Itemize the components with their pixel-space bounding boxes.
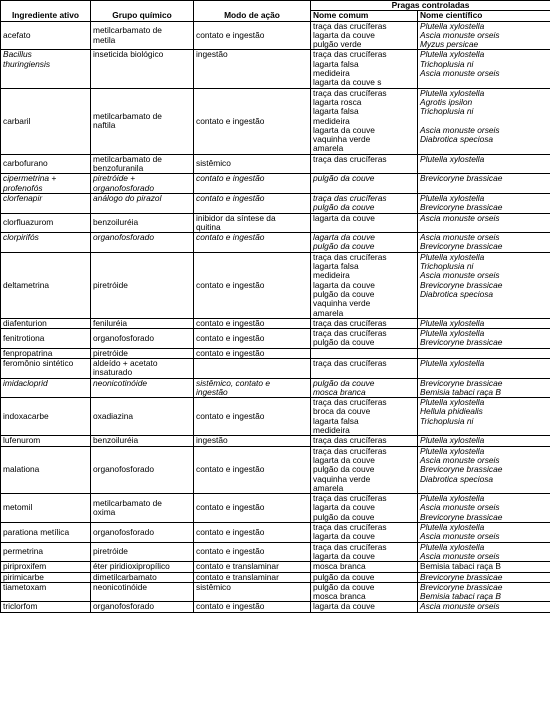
header-blank	[194, 1, 311, 11]
cell-ingredient: diafenturion	[1, 318, 91, 328]
header-mode: Modo de ação	[194, 11, 311, 21]
cell-group: feniluréia	[91, 318, 194, 328]
cell-ingredient: lufenurom	[1, 436, 91, 446]
cell-group: piretróide	[91, 542, 194, 562]
cell-group: organofosforado	[91, 523, 194, 543]
cell-scientific: Plutella xylostella	[418, 154, 550, 174]
table-row	[1, 318, 550, 328]
cell-mode: contato e ingestão	[194, 602, 311, 612]
cell-scientific: Plutella xylostella Ascia monuste orseis	[418, 523, 550, 543]
cell-common: mosca branca	[311, 562, 418, 572]
header-blank	[91, 1, 194, 11]
table-body	[1, 21, 550, 612]
cell-common	[311, 348, 418, 358]
cell-scientific: Ascia monuste orseis	[418, 602, 550, 612]
table-row	[1, 154, 550, 174]
cell-mode: contato e ingestão	[194, 542, 311, 562]
table-row	[1, 572, 550, 582]
cell-scientific: Plutella xylostella	[418, 318, 550, 328]
cell-mode: ingestão	[194, 436, 311, 446]
cell-scientific: Plutella xylostella Brevicoryne brassicae	[418, 193, 550, 213]
cell-scientific: Plutella xylostella Ascia monuste orseis Brevicoryne brassicae	[418, 494, 550, 523]
cell-ingredient: cipermetrina + profenofós	[1, 174, 91, 194]
table-row	[1, 378, 550, 398]
table-row	[1, 174, 550, 194]
cell-group: benzoiluréia	[91, 213, 194, 233]
cell-mode: contato e ingestão	[194, 494, 311, 523]
cell-common: traça das crucíferas	[311, 436, 418, 446]
cell-ingredient: imidacloprid	[1, 378, 91, 398]
cell-mode: sistêmico	[194, 582, 311, 602]
cell-scientific: Plutella xylostella Ascia monuste orseis Myzus persicae	[418, 21, 550, 50]
cell-common: traça das crucíferas broca da couve lagarta falsa medideira	[311, 398, 418, 436]
table-row	[1, 358, 550, 378]
cell-common: traça das crucíferas	[311, 154, 418, 174]
cell-mode: contato e ingestão	[194, 318, 311, 328]
cell-ingredient: clorfenapir	[1, 193, 91, 213]
table-row	[1, 602, 550, 612]
cell-mode	[194, 358, 311, 378]
cell-mode: ingestão	[194, 50, 311, 88]
table-row	[1, 213, 550, 233]
cell-scientific: Plutella xylostella Hellula phidiealis Trichoplusia ni	[418, 398, 550, 436]
cell-ingredient: malationa	[1, 446, 91, 493]
table-row	[1, 88, 550, 154]
cell-common: lagarta da couve pulgão da couve	[311, 233, 418, 253]
header-common: Nome comum	[311, 11, 418, 21]
cell-common: lagarta da couve	[311, 602, 418, 612]
cell-ingredient: metomil	[1, 494, 91, 523]
table-row	[1, 21, 550, 50]
cell-group: inseticida biológico	[91, 50, 194, 88]
cell-common: traça das crucíferas	[311, 318, 418, 328]
cell-ingredient: piriproxifem	[1, 562, 91, 572]
cell-scientific: Plutella xylostella Ascia monuste orseis	[418, 542, 550, 562]
table-row	[1, 446, 550, 493]
table-row	[1, 494, 550, 523]
cell-mode: contato e ingestão	[194, 348, 311, 358]
cell-scientific: Plutella xylostella	[418, 436, 550, 446]
cell-common: traça das crucíferas lagarta rosca lagarta falsa medideira lagarta da couve vaquinha verde amarela	[311, 88, 418, 154]
cell-mode: contato e translaminar	[194, 572, 311, 582]
cell-group: oxadiazina	[91, 398, 194, 436]
header-pests: Pragas controladas	[311, 1, 550, 11]
cell-scientific	[418, 348, 550, 358]
cell-mode: contato e ingestão	[194, 193, 311, 213]
cell-ingredient: permetrina	[1, 542, 91, 562]
cell-scientific: Brevicoryne brassicae	[418, 572, 550, 582]
cell-mode: contato e ingestão	[194, 174, 311, 194]
cell-group: análogo do pirazol	[91, 193, 194, 213]
cell-scientific: Ascia monuste orseis Brevicoryne brassicae	[418, 233, 550, 253]
cell-group: organofosforado	[91, 329, 194, 349]
cell-scientific: Plutella xylostella	[418, 358, 550, 378]
cell-group: metilcarbamato de naftila	[91, 88, 194, 154]
cell-scientific: Plutella xylostella Brevicoryne brassicae	[418, 329, 550, 349]
cell-group: neonicotinóide	[91, 378, 194, 398]
cell-group: dimetilcarbamato	[91, 572, 194, 582]
cell-ingredient: pirimicarbe	[1, 572, 91, 582]
cell-mode: contato e ingestão	[194, 329, 311, 349]
table-row	[1, 193, 550, 213]
cell-mode: contato e ingestão	[194, 88, 311, 154]
cell-scientific: Plutella xylostella Trichoplusia ni Ascia monuste orseis	[418, 50, 550, 88]
cell-group: organofosforado	[91, 233, 194, 253]
cell-group: aldeído + acetato insaturado	[91, 358, 194, 378]
cell-ingredient: Bacillus thuringiensis	[1, 50, 91, 88]
cell-ingredient: clorfluazurom	[1, 213, 91, 233]
cell-mode: contato e ingestão	[194, 523, 311, 543]
header-blank	[1, 1, 91, 11]
table-row	[1, 582, 550, 602]
table-header	[1, 1, 550, 22]
cell-common: traça das crucíferas lagarta falsa medideira lagarta da couve pulgão da couve vaquinha verde amarela	[311, 252, 418, 318]
cell-common: traça das crucíferas lagarta da couve	[311, 542, 418, 562]
cell-mode: contato e ingestão	[194, 252, 311, 318]
cell-group: neonicotinóide	[91, 582, 194, 602]
cell-mode: contato e ingestão	[194, 21, 311, 50]
cell-common: pulgão da couve	[311, 174, 418, 194]
cell-ingredient: tiametoxam	[1, 582, 91, 602]
table-row	[1, 329, 550, 349]
cell-ingredient: fenpropatrina	[1, 348, 91, 358]
header-scientific: Nome científico	[418, 11, 550, 21]
cell-group: piretróide	[91, 348, 194, 358]
cell-common: traça das crucíferas pulgão da couve	[311, 329, 418, 349]
cell-ingredient: acefato	[1, 21, 91, 50]
cell-mode: inibidor da síntese da quitina	[194, 213, 311, 233]
cell-group: benzoiluréia	[91, 436, 194, 446]
cell-ingredient: indoxacarbe	[1, 398, 91, 436]
table-row	[1, 436, 550, 446]
header-ingredient: Ingrediente ativo	[1, 11, 91, 21]
table-row	[1, 348, 550, 358]
cell-mode: sistêmico, contato e ingestão	[194, 378, 311, 398]
cell-mode: contato e translaminar	[194, 562, 311, 572]
cell-ingredient: triclorfom	[1, 602, 91, 612]
cell-mode: contato e ingestão	[194, 233, 311, 253]
cell-scientific: Brevicoryne brassicae Bemisia tabaci raça B	[418, 378, 550, 398]
cell-common: traça das crucíferas lagarta falsa medideira lagarta da couve s	[311, 50, 418, 88]
cell-group: piretróide	[91, 252, 194, 318]
header-group: Grupo químico	[91, 11, 194, 21]
cell-common: lagarta da couve	[311, 213, 418, 233]
cell-common: traça das crucíferas	[311, 358, 418, 378]
cell-common: traça das crucíferas lagarta da couve pulgão da couve	[311, 494, 418, 523]
cell-scientific: Bemisia tabaci raça B	[418, 562, 550, 572]
cell-scientific: Brevicoryne brassicae	[418, 174, 550, 194]
table-row	[1, 252, 550, 318]
cell-ingredient: carbofurano	[1, 154, 91, 174]
cell-scientific: Plutella xylostella Agrotis ipsilon Trichoplusia ni Ascia monuste orseis Diabrotica speciosa	[418, 88, 550, 154]
table-row	[1, 542, 550, 562]
cell-ingredient: feromônio sintético	[1, 358, 91, 378]
cell-scientific: Plutella xylostella Trichoplusia ni Ascia monuste orseis Brevicoryne brassicae Diabrotica speciosa	[418, 252, 550, 318]
cell-common: traça das crucíferas lagarta da couve	[311, 523, 418, 543]
cell-scientific: Brevicoryne brassicae Bemisia tabaci raça B	[418, 582, 550, 602]
table-row	[1, 523, 550, 543]
cell-ingredient: deltametrina	[1, 252, 91, 318]
cell-group: organofosforado	[91, 602, 194, 612]
table-row	[1, 562, 550, 572]
cell-group: metilcarbamato de oxima	[91, 494, 194, 523]
cell-group: metilcarbamato de metila	[91, 21, 194, 50]
cell-common: traça das crucíferas pulgão da couve	[311, 193, 418, 213]
cell-mode: contato e ingestão	[194, 446, 311, 493]
cell-mode: contato e ingestão	[194, 398, 311, 436]
cell-ingredient: clorpirifós	[1, 233, 91, 253]
cell-group: piretróide + organofosforado	[91, 174, 194, 194]
cell-common: pulgão da couve mosca branca	[311, 378, 418, 398]
cell-scientific: Ascia monuste orseis	[418, 213, 550, 233]
table-row	[1, 50, 550, 88]
cell-common: pulgão da couve mosca branca	[311, 582, 418, 602]
cell-common: pulgão da couve	[311, 572, 418, 582]
cell-common: traça das crucíferas lagarta da couve pulgão verde	[311, 21, 418, 50]
cell-ingredient: carbaril	[1, 88, 91, 154]
table-row	[1, 233, 550, 253]
cell-mode: sistêmico	[194, 154, 311, 174]
cell-scientific: Plutella xylostella Ascia monuste orseis Brevicoryne brassicae Diabrotica speciosa	[418, 446, 550, 493]
cell-ingredient: fenitrotiona	[1, 329, 91, 349]
cell-common: traça das crucíferas lagarta da couve pulgão da couve vaquinha verde amarela	[311, 446, 418, 493]
cell-group: éter piridioxipropílico	[91, 562, 194, 572]
table-row	[1, 398, 550, 436]
cell-group: metilcarbamato de benzofuranila	[91, 154, 194, 174]
cell-ingredient: parationa metílica	[1, 523, 91, 543]
cell-group: organofosforado	[91, 446, 194, 493]
